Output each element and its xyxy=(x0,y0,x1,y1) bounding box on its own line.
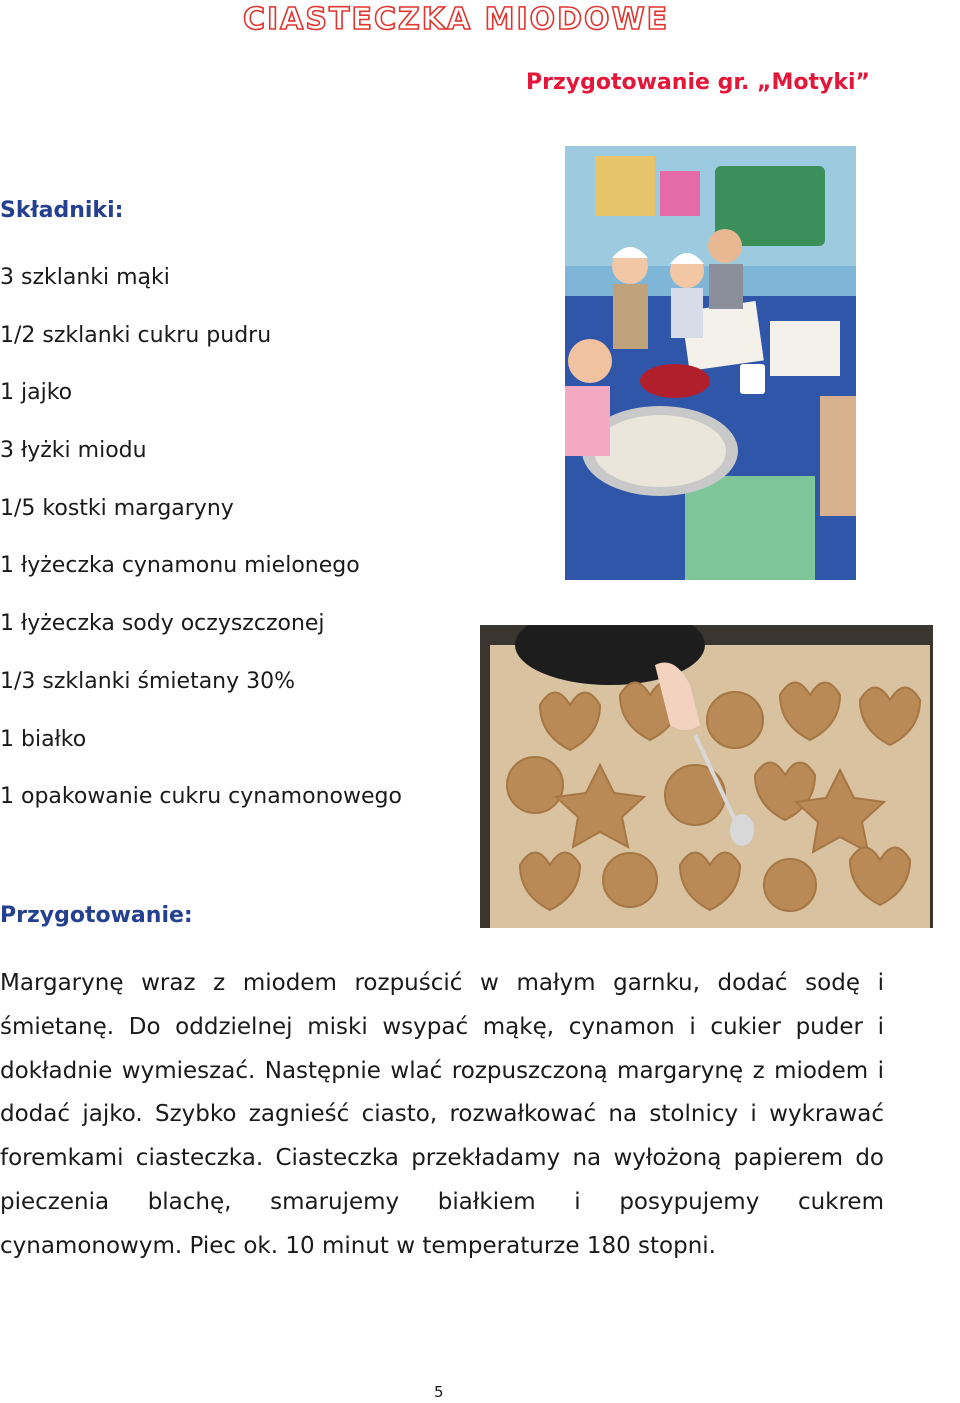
ingredients-heading: Składniki: xyxy=(0,198,124,223)
ingredient-item: 1 łyżeczka cynamonu mielonego xyxy=(0,553,360,579)
ingredient-item: 1 łyżeczka sody oczyszczonej xyxy=(0,611,325,637)
page-number: 5 xyxy=(434,1383,444,1401)
ingredient-item: 1/5 kostki margaryny xyxy=(0,495,234,521)
ingredient-item: 1/2 szklanki cukru pudru xyxy=(0,322,272,348)
cookies-tray-photo xyxy=(480,625,933,928)
ingredient-item: 1 opakowanie cukru cynamonowego xyxy=(0,784,402,810)
ingredient-item: 1 jajko xyxy=(0,380,73,406)
ingredient-item: 1 białko xyxy=(0,726,87,752)
page-title: CIASTECZKA MIODOWE xyxy=(243,2,670,37)
ingredient-item: 3 szklanki mąki xyxy=(0,265,170,290)
preparation-text: Margarynę wraz z miodem rozpuścić w małym garnku, dodać sodę i śmietanę. Do oddzielnej miski wsypać mąkę, cynamon i cukier puder i dokładnie wymieszać. Następnie wlać rozpuszczoną margarynę z miodem i dodać jajko. Szybko zagnieść ciasto, rozwałkować na stolnicy i wykrawać foremkami ciasteczka. Ciasteczka przekładamy na wyłożoną papierem do pieczenia blachę, smarujemy białkiem i posypujemy cukrem cynamonowym. Piec ok. 10 minut w temperaturze 180 stopni. xyxy=(0,970,884,1259)
children-baking-photo xyxy=(565,146,856,580)
page-subtitle: Przygotowanie gr. „Motyki” xyxy=(526,70,870,95)
preparation-heading: Przygotowanie: xyxy=(0,903,193,928)
ingredients-list xyxy=(0,258,402,835)
ingredient-item: 1/3 szklanki śmietany 30% xyxy=(0,668,296,694)
ingredient-item: 3 łyżki miodu xyxy=(0,438,147,464)
